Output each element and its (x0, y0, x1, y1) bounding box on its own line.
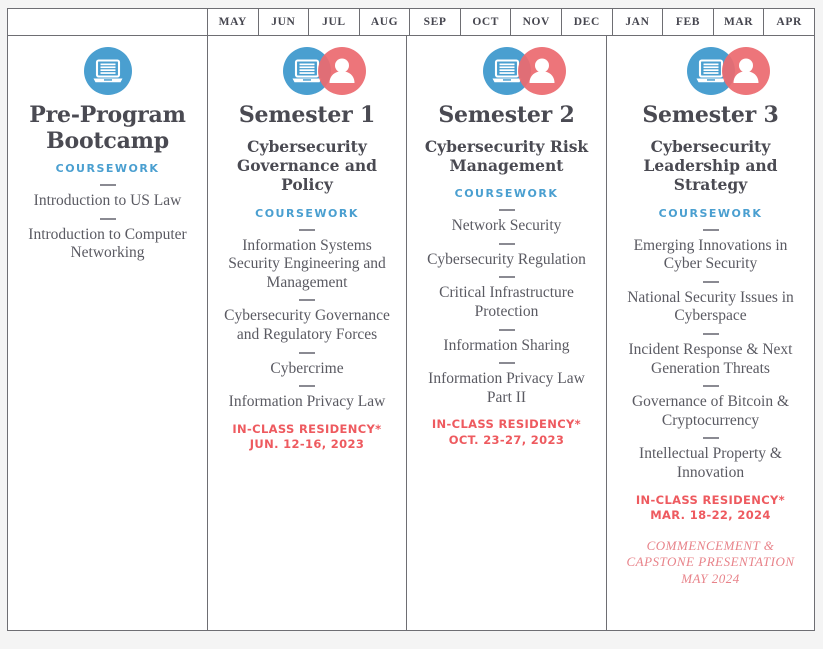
term-subtitle: Cybersecurity Governance and Policy (236, 136, 378, 195)
month-cell: OCT (461, 9, 512, 35)
course-item: Cybersecurity Regulation (427, 250, 586, 268)
coursework-label: COURSEWORK (658, 206, 763, 220)
coursework-label: COURSEWORK (454, 187, 559, 201)
course-item: Information Privacy Law Part II (428, 370, 585, 406)
month-header-spacer (8, 9, 208, 35)
icon-group (483, 47, 531, 95)
term-column-bootcamp (8, 36, 208, 630)
month-cell: JUN (259, 9, 310, 35)
course-item: Cybercrime (270, 359, 344, 377)
month-cell: MAY (208, 9, 259, 35)
term-columns (7, 36, 815, 631)
residency-dates: JUN. 12-16, 2023 (249, 437, 365, 452)
term-icons (687, 45, 735, 97)
separator-dash (703, 229, 719, 231)
term-title: Semester 1 (238, 102, 376, 128)
course-item: Information Systems Security Engineering and Management (228, 236, 386, 291)
month-header-row (7, 8, 815, 36)
residency-note (232, 422, 381, 453)
month-cell: FEB (663, 9, 714, 35)
term-subtitle: Cybersecurity Leadership and Strategy (643, 136, 778, 195)
course-item: Introduction to Computer Networking (28, 225, 187, 262)
person-icon (518, 47, 566, 95)
term-subtitle: Cybersecurity Risk Management (424, 136, 589, 175)
residency-title: IN-CLASS RESIDENCY* (232, 421, 382, 436)
separator-dash (703, 281, 719, 283)
course-item: Emerging Innovations in Cyber Security (633, 236, 788, 273)
separator-dash (703, 385, 719, 387)
course-item: Critical Infrastructure Protection (439, 284, 574, 321)
residency-dates: OCT. 23-27, 2023 (448, 432, 565, 447)
course-item: Cybersecurity Governance and Regulatory Forces (224, 307, 390, 344)
coursework-label: COURSEWORK (255, 206, 359, 220)
person-icon (722, 47, 770, 95)
course-item: Information Sharing (443, 336, 570, 354)
separator-dash (100, 218, 116, 220)
term-title: Semester 3 (642, 102, 779, 128)
computer-icon (84, 47, 132, 95)
term-column-semester-3 (607, 36, 814, 630)
term-icons (84, 45, 132, 97)
term-icons (283, 45, 331, 97)
residency-dates: MAR. 18-22, 2024 (650, 508, 771, 523)
icon-group (687, 47, 735, 95)
course-item: Introduction to US Law (33, 192, 182, 210)
icon-group (283, 47, 331, 95)
month-cell: APR (776, 16, 802, 28)
person-icon (318, 47, 366, 95)
icon-group (84, 47, 132, 95)
course-item: Incident Response & Next Generation Threats (628, 341, 793, 377)
term-title: Semester 2 (438, 102, 575, 128)
residency-title: IN-CLASS RESIDENCY* (635, 492, 786, 507)
month-cell: JUL (309, 9, 360, 35)
coursework-label: COURSEWORK (55, 162, 160, 176)
course-item: Governance of Bitcoin & Cryptocurrency (631, 393, 790, 429)
separator-dash (299, 299, 315, 301)
course-item: Intellectual Property & Innovation (639, 445, 782, 481)
course-item: National Security Issues in Cyberspace (627, 288, 794, 325)
term-column-semester-2 (407, 36, 607, 630)
month-cell: NOV (511, 9, 562, 35)
month-cell: MAR (714, 9, 765, 35)
separator-dash (100, 184, 116, 186)
separator-dash (703, 333, 719, 335)
separator-dash (499, 243, 515, 245)
residency-title: IN-CLASS RESIDENCY* (431, 417, 582, 432)
course-item: Information Privacy Law (228, 393, 386, 411)
month-cell: JAN (613, 9, 664, 35)
separator-dash (499, 276, 515, 278)
residency-note (432, 417, 581, 448)
separator-dash (299, 229, 315, 231)
term-icons (483, 45, 531, 97)
term-title: Pre-Program Bootcamp (29, 102, 186, 154)
residency-note (636, 493, 785, 524)
course-item: Network Security (451, 217, 562, 235)
term-column-semester-1 (208, 36, 407, 630)
separator-dash (499, 362, 515, 364)
separator-dash (499, 209, 515, 211)
month-cell: DEC (562, 9, 613, 35)
commencement-note: COMMENCEMENT & CAPSTONE PRESENTATION MAY 2024 (626, 537, 795, 586)
month-cell: SEP (410, 9, 461, 35)
separator-dash (299, 385, 315, 387)
separator-dash (703, 437, 719, 439)
separator-dash (299, 352, 315, 354)
separator-dash (499, 329, 515, 331)
month-cell: AUG (360, 9, 411, 35)
